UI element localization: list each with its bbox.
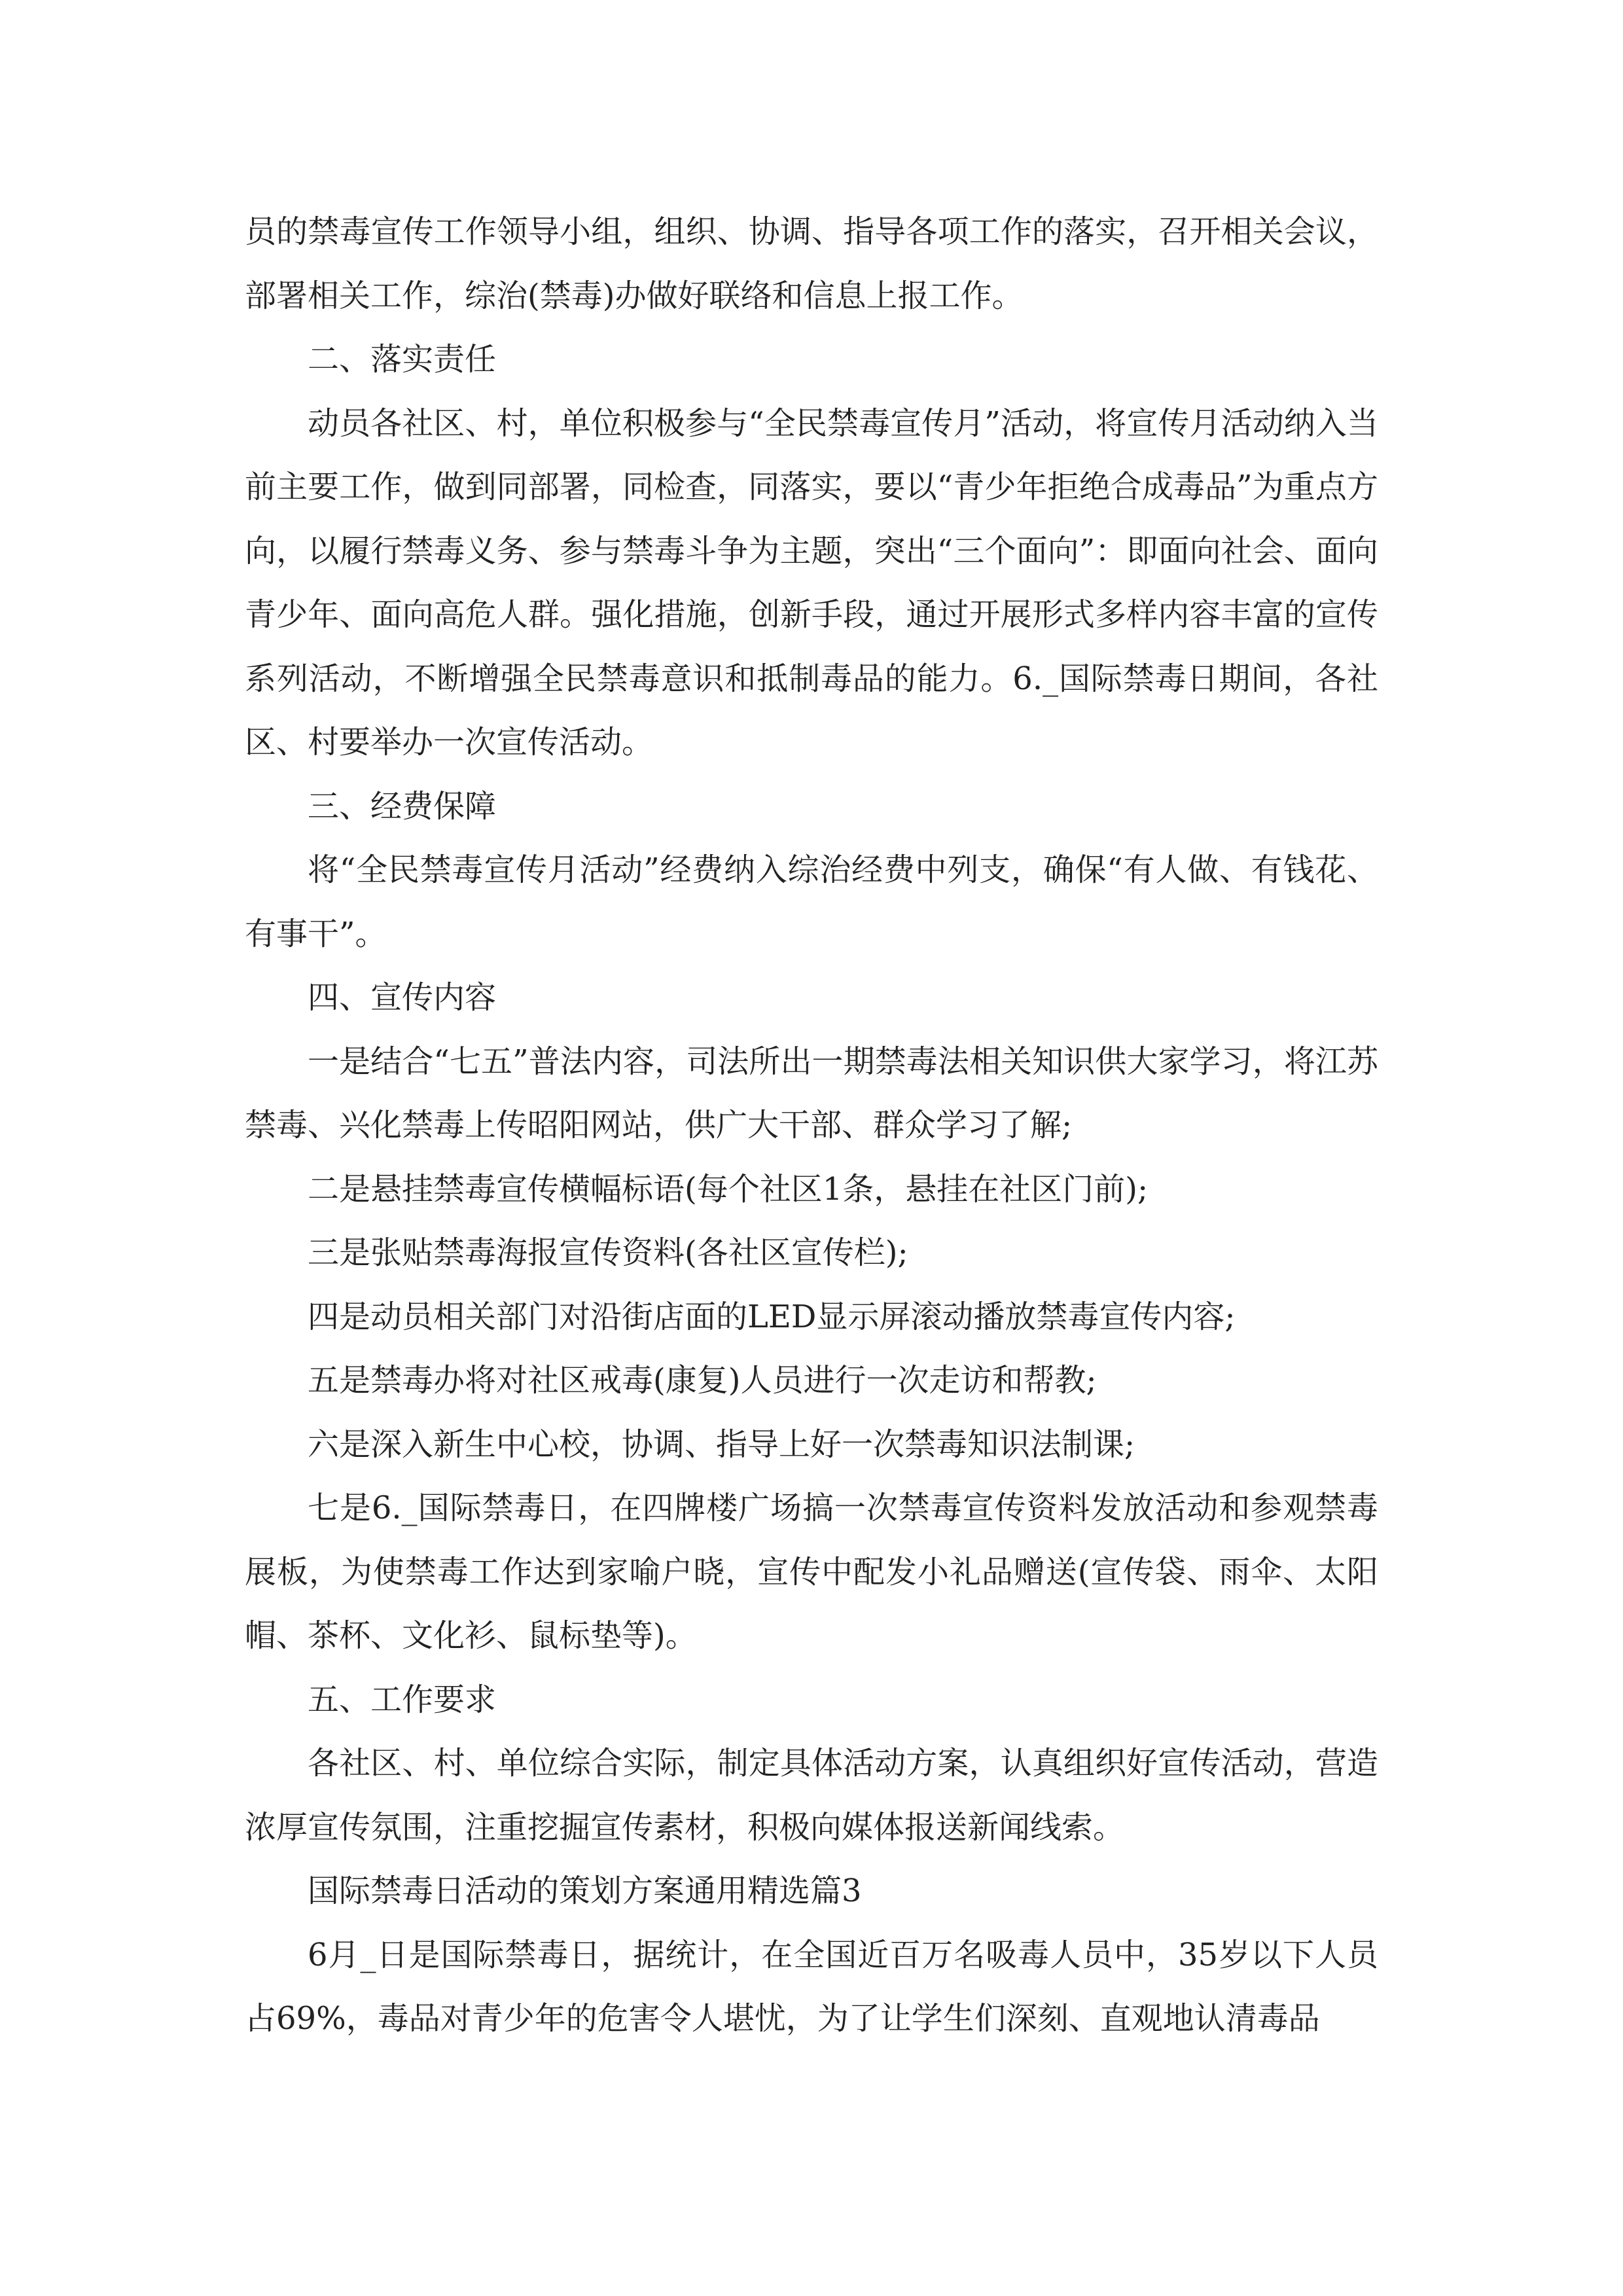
list-item-1: 一是结合“七五”普法内容，司法所出一期禁毒法相关知识供大家学习，将江苏禁毒、兴化禁毒上传昭阳网站，供广大干部、群众学习了解;: [245, 1043, 1378, 1143]
section-heading-requirements: 五、工作要求: [308, 1681, 497, 1718]
list-item-5: 五是禁毒办将对社区戒毒(康复)人员进行一次走访和帮教;: [308, 1362, 1097, 1399]
section-heading-funding: 三、经费保障: [308, 787, 497, 825]
document-body: [245, 200, 1378, 2051]
paragraph-org-continued: 员的禁毒宣传工作领导小组，组织、协调、指导各项工作的落实，召开相关会议，部署相关工作，综治(禁毒)办做好联络和信息上报工作。: [245, 213, 1378, 314]
section-heading-responsibility: 二、落实责任: [308, 341, 497, 378]
paragraph-requirements: 各社区、村、单位综合实际，制定具体活动方案，认真组织好宣传活动，营造浓厚宣传氛围，注重挖掘宣传素材，积极向媒体报送新闻线索。: [245, 1745, 1378, 1846]
list-item-6: 六是深入新生中心校，协调、指导上好一次禁毒知识法制课;: [308, 1426, 1135, 1463]
paragraph-article-3-intro: 6月_日是国际禁毒日，据统计，在全国近百万名吸毒人员中，35岁以下人员占69%，毒品对青少年的危害令人堪忧，为了让学生们深刻、直观地认清毒品: [245, 1936, 1378, 2037]
article-title-3: 国际禁毒日活动的策划方案通用精选篇3: [308, 1873, 862, 1909]
paragraph-responsibility: 动员各社区、村，单位积极参与“全民禁毒宣传月”活动，将宣传月活动纳入当前主要工作，做到同部署，同检查，同落实，要以“青少年拒绝合成毒品”为重点方向，以履行禁毒义务、参与禁毒斗争为主题，突出“三个面向”：即面向社会、面向青少年、面向高危人群。强化措施，创新手段，通过开展形式多样内容丰富的宣传系列活动，不断增强全民禁毒意识和抵制毒品的能力。6._国际禁毒日期间，各社区、村要举办一次宣传活动。: [245, 404, 1378, 761]
section-heading-content: 四、宣传内容: [308, 979, 497, 1016]
list-item-4: 四是动员相关部门对沿街店面的LED显示屏滚动播放禁毒宣传内容;: [308, 1298, 1236, 1335]
paragraph-funding: 将“全民禁毒宣传月活动”经费纳入综治经费中列支，确保“有人做、有钱花、有事干”。: [245, 852, 1378, 952]
list-item-7: 七是6._国际禁毒日，在四牌楼广场搞一次禁毒宣传资料发放活动和参观禁毒展板，为使禁毒工作达到家喻户晓，宣传中配发小礼品赠送(宣传袋、雨伞、太阳帽、茶杯、文化衫、鼠标垫等)。: [245, 1490, 1378, 1654]
list-item-2: 二是悬挂禁毒宣传横幅标语(每个社区1条，悬挂在社区门前);: [308, 1170, 1149, 1208]
list-item-3: 三是张贴禁毒海报宣传资料(各社区宣传栏);: [308, 1234, 908, 1271]
